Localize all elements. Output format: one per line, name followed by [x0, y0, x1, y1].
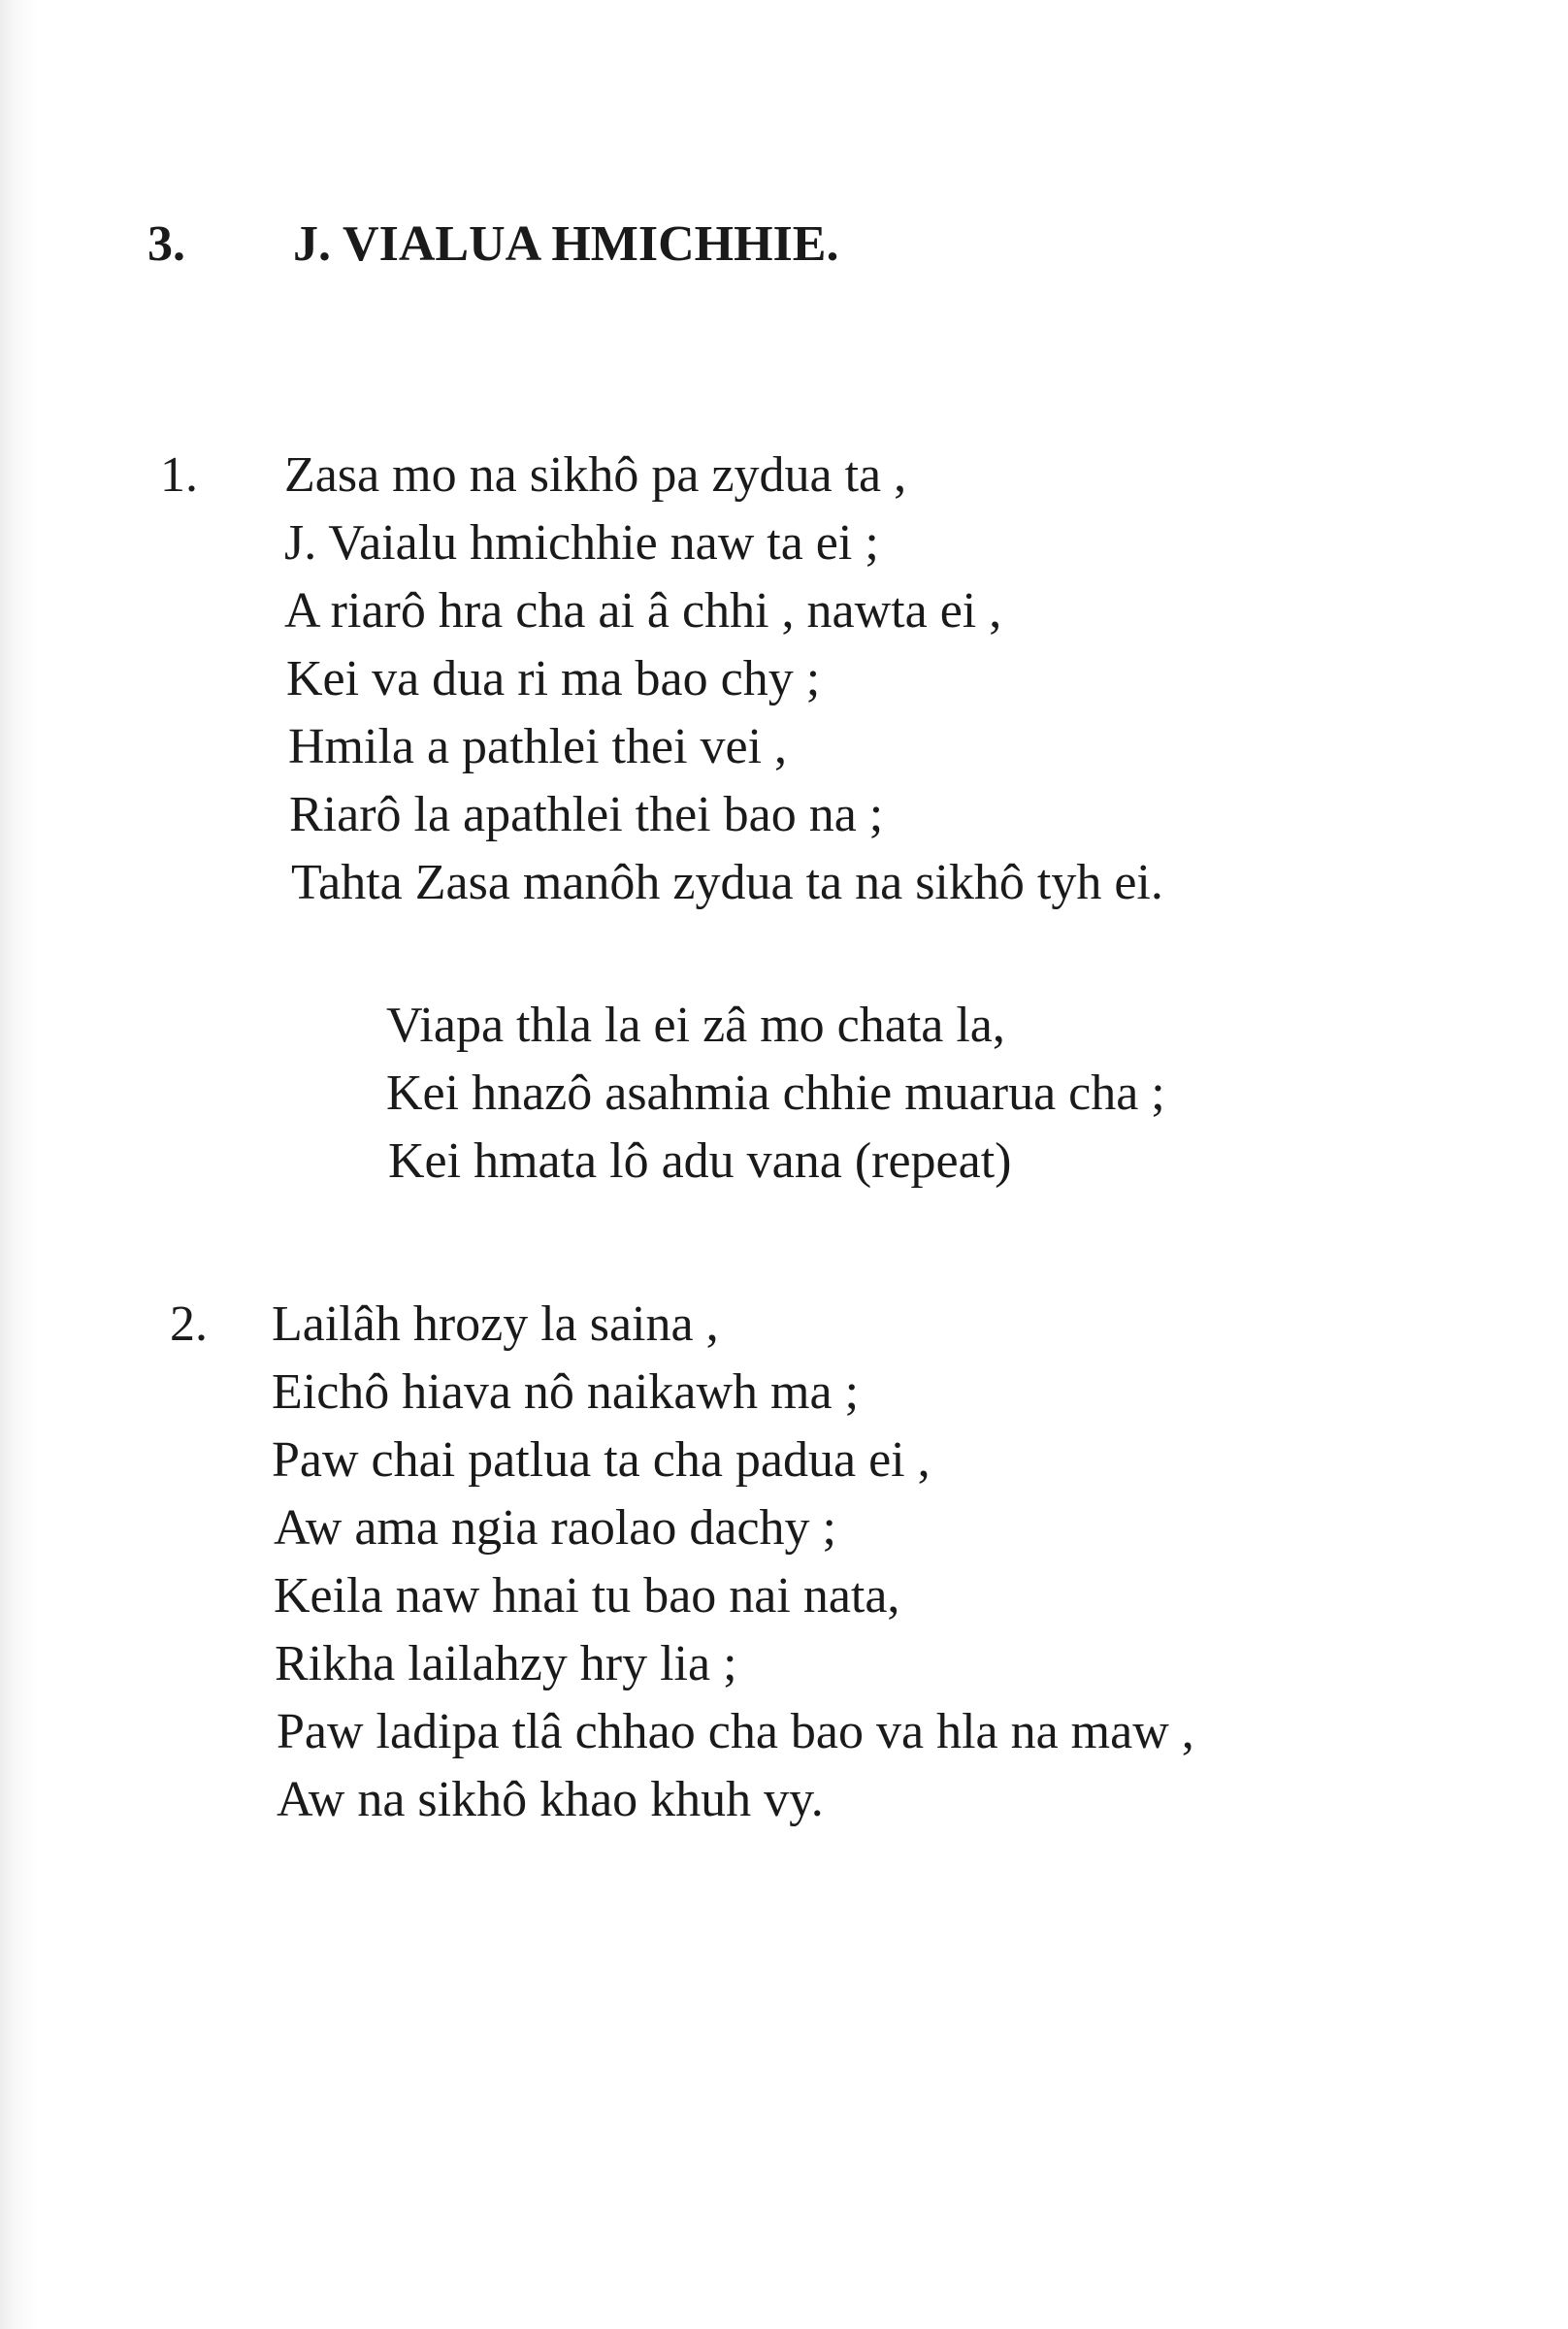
- chorus-line-2: Kei hnazô asahmia chhie muarua cha ;: [386, 1066, 1165, 1121]
- song-title: J. VIALUA HMICHHIE.: [293, 216, 839, 272]
- verse-2-line-8: Aw na sikhô khao khuh vy.: [277, 1772, 824, 1827]
- verse-2-line-1: Lailâh hrozy la saina ,: [272, 1296, 719, 1352]
- verse-1-line-6: Riarô la apathlei thei bao na ;: [289, 787, 884, 842]
- verse-2-line-7: Paw ladipa tlâ chhao cha bao va hla na maw ,: [277, 1704, 1194, 1759]
- verse-2-line-5: Keila naw hnai tu bao nai nata,: [274, 1568, 900, 1624]
- verse-1-line-2: J. Vaialu hmichhie naw ta ei ;: [284, 515, 879, 571]
- verse-2-line-4: Aw ama ngia raolao dachy ;: [274, 1500, 836, 1556]
- song-number: 3.: [147, 216, 185, 272]
- verse-1-number: 1.: [160, 447, 198, 503]
- verse-1-line-3: A riarô hra cha ai â chhi , nawta ei ,: [284, 583, 1002, 639]
- chorus-line-1: Viapa thla la ei zâ mo chata la,: [386, 998, 1005, 1053]
- verse-2-line-6: Rikha lailahzy hry lia ;: [275, 1636, 737, 1691]
- verse-1-line-5: Hmila a pathlei thei vei ,: [288, 719, 788, 774]
- verse-1-line-7: Tahta Zasa manôh zydua ta na sikhô tyh ei.: [291, 855, 1163, 910]
- verse-2-line-3: Paw chai patlua ta cha padua ei ,: [272, 1432, 931, 1488]
- chorus-line-3: Kei hmata lô adu vana (repeat): [388, 1133, 1012, 1189]
- verse-1-line-4: Kei va dua ri ma bao chy ;: [286, 651, 821, 706]
- verse-2-number: 2.: [170, 1296, 208, 1352]
- verse-1-line-1: Zasa mo na sikhô pa zydua ta ,: [284, 447, 907, 503]
- verse-2-line-2: Eichô hiava nô naikawh ma ;: [272, 1364, 860, 1420]
